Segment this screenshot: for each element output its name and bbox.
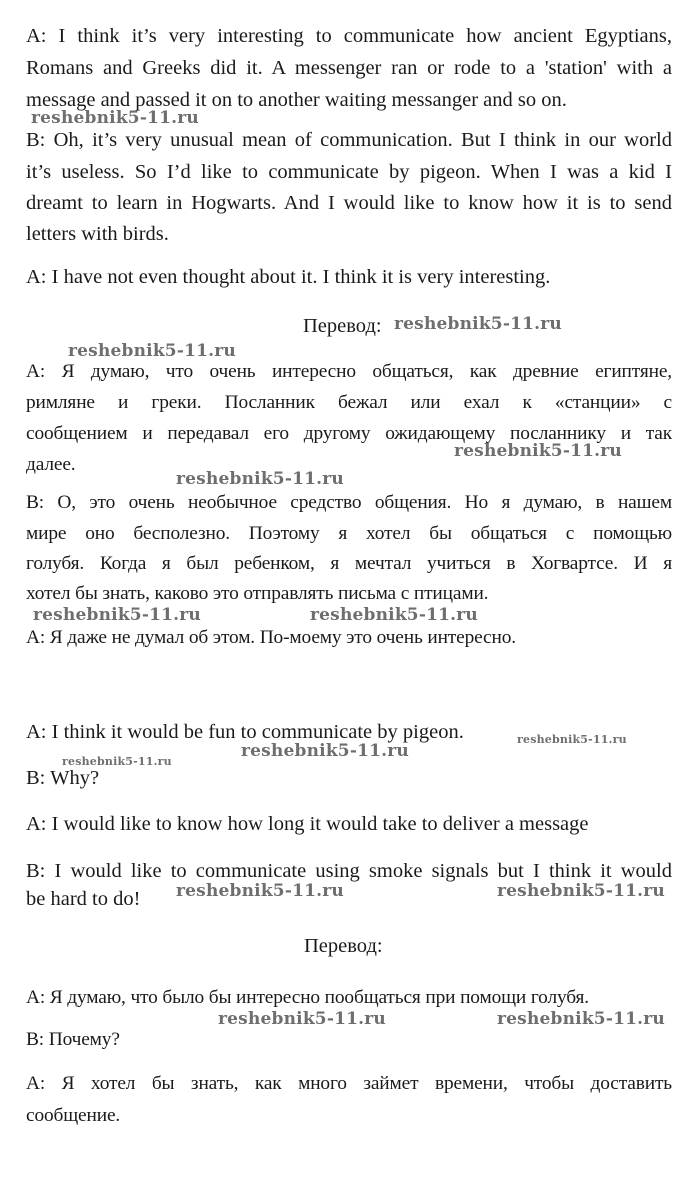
text-line: B: Why?: [26, 767, 100, 789]
text-line: мире оно бесполезно. Поэтому я хотел бы общаться с помощью: [26, 523, 672, 544]
text-line: A: I would like to know how long it would take to deliver a message: [26, 813, 589, 835]
text-line: A: I have not even thought about it. I think it is very interesting.: [26, 266, 551, 288]
text-line: А: Я думаю, что было бы интересно пообщаться при помощи голубя.: [26, 987, 589, 1008]
text-line: letters with birds.: [26, 223, 169, 245]
watermark: reshebnik5-11.ru: [454, 441, 622, 461]
watermark: reshebnik5-11.ru: [33, 605, 201, 625]
text-line: далее.: [26, 454, 76, 475]
text-line: сообщением и передавал его другому ожидающему посланнику и так: [26, 423, 672, 444]
watermark: reshebnik5-11.ru: [517, 733, 627, 746]
text-line: B: Oh, it’s very unusual mean of communication. But I think in our world: [26, 129, 672, 151]
text-line: dreamt to learn in Hogwarts. And I would like to know how it is to send: [26, 192, 672, 214]
watermark: reshebnik5-11.ru: [497, 881, 665, 901]
text-line: В: Почему?: [26, 1029, 120, 1050]
text-line: be hard to do!: [26, 888, 141, 910]
watermark: reshebnik5-11.ru: [310, 605, 478, 625]
watermark: reshebnik5-11.ru: [241, 741, 409, 761]
text-line: А: Я даже не думал об этом. По-моему это очень интересно.: [26, 627, 516, 648]
watermark: reshebnik5-11.ru: [394, 314, 562, 334]
text-line: сообщение.: [26, 1105, 121, 1126]
text-line: message and passed it on to another waiting messanger and so on.: [26, 89, 567, 111]
watermark: reshebnik5-11.ru: [497, 1009, 665, 1029]
watermark: reshebnik5-11.ru: [218, 1009, 386, 1029]
text-line: А: Я хотел бы знать, как много займет времени, чтобы доставить: [26, 1073, 672, 1094]
watermark: reshebnik5-11.ru: [176, 469, 344, 489]
watermark: reshebnik5-11.ru: [68, 341, 236, 361]
text-line: голубя. Когда я был ребенком, я мечтал учиться в Хогвартсе. И я: [26, 553, 672, 574]
text-line: А: Я думаю, что очень интересно общаться, как древние египтяне,: [26, 361, 672, 382]
translation-label: Перевод:: [304, 935, 383, 957]
translation-label: Перевод:: [303, 315, 382, 337]
text-line: В: О, это очень необычное средство общения. Но я думаю, в нашем: [26, 492, 672, 513]
text-line: it’s useless. So I’d like to communicate by pigeon. When I was a kid I: [26, 161, 672, 183]
text-line: A: I think it would be fun to communicate by pigeon.: [26, 721, 464, 743]
text-line: римляне и греки. Посланник бежал или ехал к «станции» с: [26, 392, 672, 413]
watermark: reshebnik5-11.ru: [62, 755, 172, 768]
text-line: B: I would like to communicate using smoke signals but I think it would: [26, 860, 672, 882]
text-line: Romans and Greeks did it. A messenger ran or rode to a 'station' with a: [26, 57, 672, 79]
text-line: A: I think it’s very interesting to communicate how ancient Egyptians,: [26, 25, 672, 47]
watermark: reshebnik5-11.ru: [176, 881, 344, 901]
watermark: reshebnik5-11.ru: [31, 108, 199, 128]
text-line: хотел бы знать, каково это отправлять письма с птицами.: [26, 583, 489, 604]
